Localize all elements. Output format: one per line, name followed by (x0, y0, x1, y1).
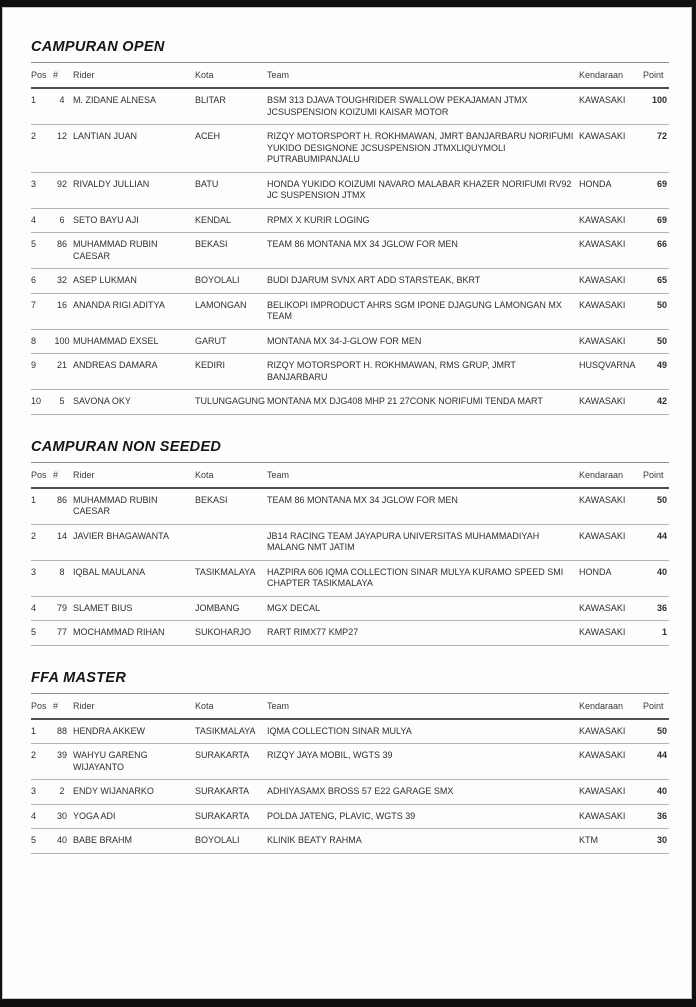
pos-cell: 3 (31, 560, 53, 596)
num-cell: 2 (53, 780, 73, 805)
rider-cell: SETO BAYU AJI (73, 208, 195, 233)
column-header-kota: Kota (195, 693, 267, 719)
num-cell: 6 (53, 208, 73, 233)
pos-cell: 2 (31, 524, 53, 560)
team-cell: JB14 RACING TEAM JAYAPURA UNIVERSITAS MUHAMMADIYAH MALANG NMT JATIM (267, 524, 579, 560)
rider-cell: MOCHAMMAD RIHAN (73, 621, 195, 646)
team-cell: MONTANA MX 34-J-GLOW FOR MEN (267, 329, 579, 354)
pos-cell: 1 (31, 719, 53, 744)
num-cell: 14 (53, 524, 73, 560)
point-cell: 42 (643, 390, 669, 415)
point-cell: 100 (643, 88, 669, 125)
kota-cell: KEDIRI (195, 354, 267, 390)
point-cell: 40 (643, 560, 669, 596)
point-cell: 30 (643, 829, 669, 854)
table-row (31, 269, 669, 294)
table-row (31, 329, 669, 354)
point-cell: 50 (643, 719, 669, 744)
table-row (31, 125, 669, 173)
rider-cell: SLAMET BIUS (73, 596, 195, 621)
kota-cell: BEKASI (195, 233, 267, 269)
kota-cell: SURAKARTA (195, 744, 267, 780)
kota-cell: BLITAR (195, 88, 267, 125)
table-row (31, 390, 669, 415)
kota-cell: ACEH (195, 125, 267, 173)
rider-cell: ANANDA RIGI ADITYA (73, 293, 195, 329)
kendaraan-cell: HUSQVARNA (579, 354, 643, 390)
column-header-pos: Pos (31, 462, 53, 488)
column-header-kendaraan: Kendaraan (579, 63, 643, 89)
kota-cell: BATU (195, 172, 267, 208)
column-header-team: Team (267, 693, 579, 719)
pos-cell: 2 (31, 125, 53, 173)
kota-cell (195, 524, 267, 560)
kendaraan-cell: HONDA (579, 172, 643, 208)
table-header (31, 63, 669, 89)
rider-cell: IQBAL MAULANA (73, 560, 195, 596)
document-content (3, 8, 691, 854)
team-cell: RIZQY JAYA MOBIL, WGTS 39 (267, 744, 579, 780)
column-header-team: Team (267, 462, 579, 488)
rider-cell: SAVONA OKY (73, 390, 195, 415)
column-header-point: Point (643, 462, 669, 488)
kendaraan-cell: KAWASAKI (579, 524, 643, 560)
column-header-pos: Pos (31, 63, 53, 89)
table-row (31, 293, 669, 329)
point-cell: 40 (643, 780, 669, 805)
table-row (31, 780, 669, 805)
num-cell: 5 (53, 390, 73, 415)
num-cell: 92 (53, 172, 73, 208)
num-cell: 100 (53, 329, 73, 354)
point-cell: 49 (643, 354, 669, 390)
results-table (31, 62, 669, 415)
num-cell: 4 (53, 88, 73, 125)
pos-cell: 5 (31, 829, 53, 854)
table-row (31, 719, 669, 744)
team-cell: ADHIYASAMX BROSS 57 E22 GARAGE SMX (267, 780, 579, 805)
team-cell: POLDA JATENG, PLAVIC, WGTS 39 (267, 804, 579, 829)
num-cell: 40 (53, 829, 73, 854)
table-row (31, 596, 669, 621)
kendaraan-cell: KAWASAKI (579, 329, 643, 354)
rider-cell: LANTIAN JUAN (73, 125, 195, 173)
kendaraan-cell: KAWASAKI (579, 719, 643, 744)
kota-cell: KENDAL (195, 208, 267, 233)
pos-cell: 3 (31, 780, 53, 805)
table-row (31, 744, 669, 780)
column-header-rider: Rider (73, 63, 195, 89)
column-header-kendaraan: Kendaraan (579, 693, 643, 719)
num-cell: 86 (53, 488, 73, 525)
header-row (31, 693, 669, 719)
kota-cell: TASIKMALAYA (195, 719, 267, 744)
kota-cell: LAMONGAN (195, 293, 267, 329)
rider-cell: YOGA ADI (73, 804, 195, 829)
kendaraan-cell: HONDA (579, 560, 643, 596)
pos-cell: 10 (31, 390, 53, 415)
kota-cell: JOMBANG (195, 596, 267, 621)
table-row (31, 829, 669, 854)
kota-cell: TULUNGAGUNG (195, 390, 267, 415)
pos-cell: 8 (31, 329, 53, 354)
num-cell: 86 (53, 233, 73, 269)
column-header-kota: Kota (195, 63, 267, 89)
point-cell: 69 (643, 172, 669, 208)
pos-cell: 5 (31, 233, 53, 269)
rider-cell: ENDY WIJANARKO (73, 780, 195, 805)
kendaraan-cell: KTM (579, 829, 643, 854)
rider-cell: MUHAMMAD RUBIN CAESAR (73, 488, 195, 525)
kendaraan-cell: KAWASAKI (579, 208, 643, 233)
point-cell: 50 (643, 329, 669, 354)
table-header (31, 693, 669, 719)
header-row (31, 462, 669, 488)
table-row (31, 208, 669, 233)
kendaraan-cell: KAWASAKI (579, 488, 643, 525)
table-body (31, 719, 669, 854)
kota-cell: BOYOLALI (195, 269, 267, 294)
column-header-kendaraan: Kendaraan (579, 462, 643, 488)
kendaraan-cell: KAWASAKI (579, 621, 643, 646)
num-cell: 12 (53, 125, 73, 173)
results-section (31, 439, 665, 646)
team-cell: HONDA YUKIDO KOIZUMI NAVARO MALABAR KHAZER NORIFUMI RV92 JC SUSPENSION JTMX (267, 172, 579, 208)
kendaraan-cell: KAWASAKI (579, 293, 643, 329)
section-title: CAMPURAN NON SEEDED (31, 438, 222, 455)
team-cell: TEAM 86 MONTANA MX 34 JGLOW FOR MEN (267, 233, 579, 269)
column-header-num: # (53, 462, 73, 488)
kendaraan-cell: KAWASAKI (579, 596, 643, 621)
team-cell: IQMA COLLECTION SINAR MULYA (267, 719, 579, 744)
pos-cell: 4 (31, 208, 53, 233)
column-header-num: # (53, 693, 73, 719)
column-header-pos: Pos (31, 693, 53, 719)
num-cell: 30 (53, 804, 73, 829)
rider-cell: JAVIER BHAGAWANTA (73, 524, 195, 560)
point-cell: 50 (643, 293, 669, 329)
num-cell: 88 (53, 719, 73, 744)
column-header-rider: Rider (73, 693, 195, 719)
column-header-num: # (53, 63, 73, 89)
column-header-point: Point (643, 693, 669, 719)
num-cell: 32 (53, 269, 73, 294)
table-row (31, 560, 669, 596)
table-row (31, 804, 669, 829)
table-row (31, 488, 669, 525)
rider-cell: M. ZIDANE ALNESA (73, 88, 195, 125)
table-row (31, 233, 669, 269)
rider-cell: BABE BRAHM (73, 829, 195, 854)
kota-cell: GARUT (195, 329, 267, 354)
pos-cell: 1 (31, 488, 53, 525)
kota-cell: SURAKARTA (195, 780, 267, 805)
point-cell: 36 (643, 596, 669, 621)
kota-cell: SURAKARTA (195, 804, 267, 829)
num-cell: 16 (53, 293, 73, 329)
team-cell: RIZQY MOTORSPORT H. ROKHMAWAN, RMS GRUP, JMRT BANJARBARU (267, 354, 579, 390)
kendaraan-cell: KAWASAKI (579, 744, 643, 780)
kendaraan-cell: KAWASAKI (579, 233, 643, 269)
pos-cell: 9 (31, 354, 53, 390)
point-cell: 44 (643, 524, 669, 560)
pos-cell: 7 (31, 293, 53, 329)
table-row (31, 524, 669, 560)
num-cell: 8 (53, 560, 73, 596)
team-cell: MONTANA MX DJG408 MHP 21 27CONK NORIFUMI TENDA MART (267, 390, 579, 415)
rider-cell: MUHAMMAD RUBIN CAESAR (73, 233, 195, 269)
num-cell: 77 (53, 621, 73, 646)
team-cell: RART RIMX77 KMP27 (267, 621, 579, 646)
team-cell: KLINIK BEATY RAHMA (267, 829, 579, 854)
table-body (31, 88, 669, 414)
team-cell: RPMX X KURIR LOGING (267, 208, 579, 233)
pos-cell: 3 (31, 172, 53, 208)
rider-cell: MUHAMMAD EXSEL (73, 329, 195, 354)
num-cell: 39 (53, 744, 73, 780)
kota-cell: TASIKMALAYA (195, 560, 267, 596)
point-cell: 69 (643, 208, 669, 233)
kendaraan-cell: KAWASAKI (579, 125, 643, 173)
point-cell: 72 (643, 125, 669, 173)
num-cell: 79 (53, 596, 73, 621)
section-title: FFA MASTER (31, 669, 127, 686)
table-row (31, 354, 669, 390)
kota-cell: BOYOLALI (195, 829, 267, 854)
table-body (31, 488, 669, 646)
table-header (31, 462, 669, 488)
point-cell: 50 (643, 488, 669, 525)
team-cell: BELIKOPI IMPRODUCT AHRS SGM IPONE DJAGUNG LAMONGAN MX TEAM (267, 293, 579, 329)
results-table (31, 693, 669, 854)
column-header-kota: Kota (195, 462, 267, 488)
header-row (31, 63, 669, 89)
column-header-rider: Rider (73, 462, 195, 488)
pos-cell: 1 (31, 88, 53, 125)
table-row (31, 621, 669, 646)
results-table (31, 462, 669, 646)
results-page (2, 7, 692, 999)
table-row (31, 172, 669, 208)
column-header-point: Point (643, 63, 669, 89)
kendaraan-cell: KAWASAKI (579, 780, 643, 805)
kendaraan-cell: KAWASAKI (579, 269, 643, 294)
rider-cell: ANDREAS DAMARA (73, 354, 195, 390)
pos-cell: 4 (31, 804, 53, 829)
section-title: CAMPURAN OPEN (31, 39, 165, 55)
team-cell: BUDI DJARUM SVNX ART ADD STARSTEAK, BKRT (267, 269, 579, 294)
results-section (31, 670, 665, 854)
point-cell: 66 (643, 233, 669, 269)
team-cell: BSM 313 DJAVA TOUGHRIDER SWALLOW PEKAJAMAN JTMX JCSUSPENSION KOIZUMI KAISAR MOTOR (267, 88, 579, 125)
team-cell: MGX DECAL (267, 596, 579, 621)
kendaraan-cell: KAWASAKI (579, 804, 643, 829)
column-header-team: Team (267, 63, 579, 89)
pos-cell: 4 (31, 596, 53, 621)
pos-cell: 2 (31, 744, 53, 780)
results-section (31, 39, 665, 415)
rider-cell: ASEP LUKMAN (73, 269, 195, 294)
kendaraan-cell: KAWASAKI (579, 88, 643, 125)
point-cell: 44 (643, 744, 669, 780)
point-cell: 65 (643, 269, 669, 294)
rider-cell: RIVALDY JULLIAN (73, 172, 195, 208)
num-cell: 21 (53, 354, 73, 390)
point-cell: 1 (643, 621, 669, 646)
kendaraan-cell: KAWASAKI (579, 390, 643, 415)
point-cell: 36 (643, 804, 669, 829)
rider-cell: WAHYU GARENG WIJAYANTO (73, 744, 195, 780)
rider-cell: HENDRA AKKEW (73, 719, 195, 744)
kota-cell: SUKOHARJO (195, 621, 267, 646)
pos-cell: 5 (31, 621, 53, 646)
table-row (31, 88, 669, 125)
team-cell: TEAM 86 MONTANA MX 34 JGLOW FOR MEN (267, 488, 579, 525)
kota-cell: BEKASI (195, 488, 267, 525)
team-cell: HAZPIRA 606 IQMA COLLECTION SINAR MULYA KURAMO SPEED SMI CHAPTER TASIKMALAYA (267, 560, 579, 596)
pos-cell: 6 (31, 269, 53, 294)
team-cell: RIZQY MOTORSPORT H. ROKHMAWAN, JMRT BANJARBARU NORIFUMI YUKIDO DESIGNONE JCSUSPENSION JTMXLIQUYMOLI PUTRABUMIPANJALU (267, 125, 579, 173)
